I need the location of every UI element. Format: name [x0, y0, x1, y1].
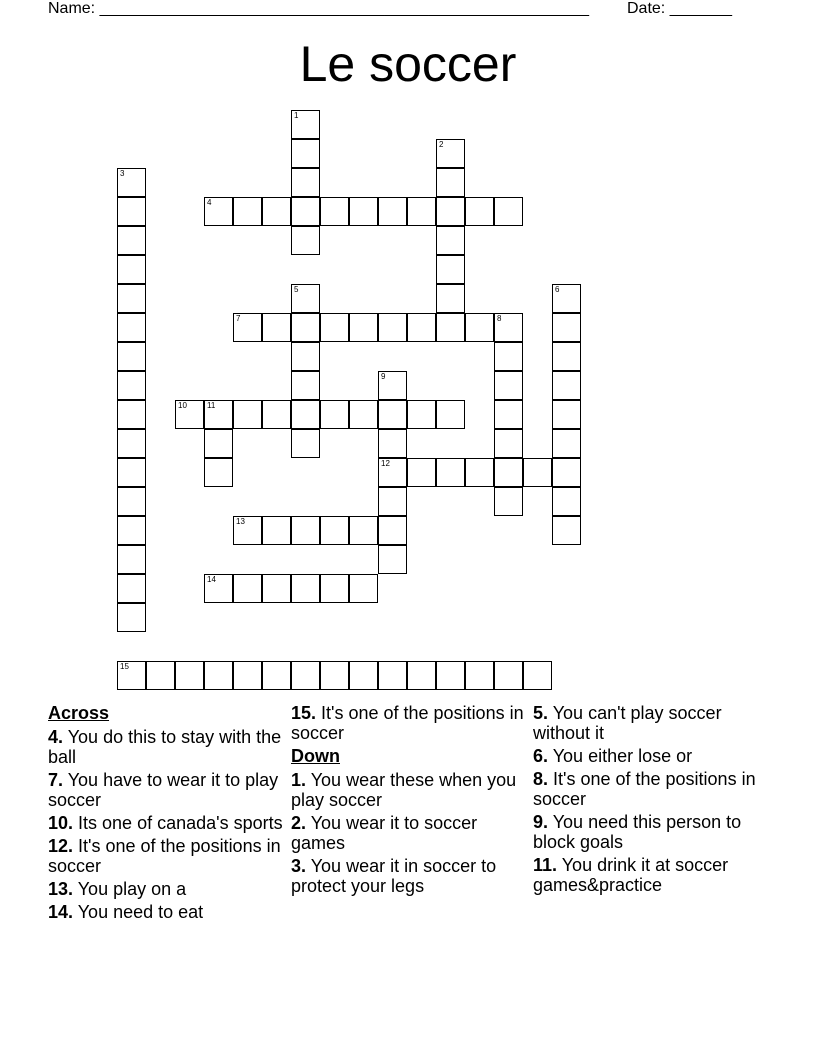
clue-item — [48, 902, 283, 922]
grid-cell[interactable] — [291, 197, 320, 226]
clue-text: You need to eat — [73, 902, 204, 922]
grid-cell[interactable] — [494, 400, 523, 429]
clue-number: 2. — [291, 813, 307, 833]
clue-item — [48, 770, 283, 810]
cell-number: 6 — [555, 285, 560, 294]
grid-cell[interactable] — [407, 661, 436, 690]
cell-number: 2 — [439, 140, 444, 149]
grid-cell[interactable] — [378, 487, 407, 516]
grid-cell[interactable] — [349, 313, 378, 342]
grid-cell[interactable] — [436, 284, 465, 313]
grid-cell[interactable] — [320, 400, 349, 429]
grid-cell[interactable] — [378, 545, 407, 574]
grid-cell[interactable] — [523, 458, 552, 487]
grid-cell[interactable] — [233, 661, 262, 690]
grid-cell[interactable] — [233, 574, 262, 603]
cell-number: 5 — [294, 285, 299, 294]
grid-cell[interactable] — [117, 487, 146, 516]
grid-cell[interactable] — [262, 661, 291, 690]
clue-text: Its one of canada's sports — [73, 813, 283, 833]
grid-cell[interactable] — [291, 342, 320, 371]
grid-cell[interactable] — [552, 516, 581, 545]
clue-item — [291, 813, 526, 853]
clue-item — [533, 855, 768, 895]
clue-text: It's one of the positions in soccer — [533, 769, 756, 809]
cell-number: 1 — [294, 111, 299, 120]
grid-cell[interactable] — [552, 284, 581, 313]
grid-cell[interactable] — [494, 458, 523, 487]
grid-cell[interactable] — [175, 661, 204, 690]
clue-text: You wear it to soccer games — [291, 813, 478, 853]
grid-cell[interactable] — [320, 574, 349, 603]
cell-number: 7 — [236, 314, 241, 323]
clue-column-2 — [291, 703, 526, 899]
grid-cell[interactable] — [494, 487, 523, 516]
grid-cell[interactable] — [262, 574, 291, 603]
grid-cell[interactable] — [494, 342, 523, 371]
grid-cell[interactable] — [407, 197, 436, 226]
grid-cell[interactable] — [117, 168, 146, 197]
clue-text: You play on a — [73, 879, 187, 899]
grid-cell[interactable] — [552, 371, 581, 400]
grid-cell[interactable] — [494, 197, 523, 226]
clue-item — [48, 727, 283, 767]
clue-item — [48, 813, 283, 833]
clue-item — [291, 770, 526, 810]
grid-cell[interactable] — [117, 255, 146, 284]
grid-cell[interactable] — [378, 429, 407, 458]
grid-cell[interactable] — [117, 342, 146, 371]
clue-number: 15. — [291, 703, 317, 723]
grid-cell[interactable] — [436, 458, 465, 487]
cell-number: 13 — [236, 517, 245, 526]
grid-cell[interactable] — [291, 226, 320, 255]
grid-cell[interactable] — [233, 197, 262, 226]
grid-cell[interactable] — [436, 226, 465, 255]
grid-cell[interactable] — [117, 197, 146, 226]
cell-number: 15 — [120, 662, 129, 671]
grid-cell[interactable] — [494, 313, 523, 342]
clue-number: 11. — [533, 855, 558, 875]
down-heading: Down — [291, 746, 340, 766]
clue-column-1 — [48, 703, 283, 925]
grid-cell[interactable] — [378, 371, 407, 400]
clue-number: 4. — [48, 727, 64, 747]
grid-cell[interactable] — [233, 313, 262, 342]
grid-cell[interactable] — [320, 661, 349, 690]
grid-cell[interactable] — [552, 342, 581, 371]
grid-cell[interactable] — [349, 516, 378, 545]
grid-cell[interactable] — [233, 400, 262, 429]
grid-cell[interactable] — [465, 458, 494, 487]
grid-cell[interactable] — [349, 661, 378, 690]
clue-item — [48, 836, 283, 876]
clue-text: You drink it at soccer games&practice — [533, 855, 729, 895]
grid-cell[interactable] — [291, 139, 320, 168]
grid-cell[interactable] — [378, 400, 407, 429]
clue-text: You can't play soccer without it — [533, 703, 722, 743]
grid-cell[interactable] — [436, 313, 465, 342]
grid-cell[interactable] — [552, 458, 581, 487]
grid-cell[interactable] — [146, 661, 175, 690]
clue-text: It's one of the positions in soccer — [291, 703, 524, 743]
grid-cell[interactable] — [117, 400, 146, 429]
grid-cell[interactable] — [349, 400, 378, 429]
grid-cell[interactable] — [117, 516, 146, 545]
clue-number: 13. — [48, 879, 74, 899]
clue-item — [533, 812, 768, 852]
clue-number: 10. — [48, 813, 74, 833]
grid-cell[interactable] — [262, 400, 291, 429]
clue-number: 9. — [533, 812, 549, 832]
grid-cell[interactable] — [117, 458, 146, 487]
grid-cell[interactable] — [378, 458, 407, 487]
grid-cell[interactable] — [552, 429, 581, 458]
grid-cell[interactable] — [465, 197, 494, 226]
grid-cell[interactable] — [349, 197, 378, 226]
grid-cell[interactable] — [117, 574, 146, 603]
cell-number: 14 — [207, 575, 216, 584]
grid-cell[interactable] — [552, 313, 581, 342]
grid-cell[interactable] — [204, 197, 233, 226]
grid-cell[interactable] — [117, 371, 146, 400]
across-heading: Across — [48, 703, 110, 723]
clue-item — [48, 879, 283, 899]
grid-cell[interactable] — [262, 313, 291, 342]
grid-cell[interactable] — [494, 429, 523, 458]
grid-cell[interactable] — [378, 313, 407, 342]
grid-cell[interactable] — [291, 661, 320, 690]
grid-cell[interactable] — [349, 574, 378, 603]
grid-cell[interactable] — [291, 110, 320, 139]
grid-cell[interactable] — [117, 313, 146, 342]
grid-cell[interactable] — [320, 313, 349, 342]
grid-cell[interactable] — [378, 661, 407, 690]
grid-cell[interactable] — [291, 400, 320, 429]
clue-text: You wear it in soccer to protect your legs — [291, 856, 497, 896]
grid-cell[interactable] — [523, 661, 552, 690]
grid-cell[interactable] — [291, 313, 320, 342]
grid-cell[interactable] — [552, 487, 581, 516]
grid-cell[interactable] — [378, 197, 407, 226]
clue-number: 12. — [48, 836, 74, 856]
grid-cell[interactable] — [494, 661, 523, 690]
grid-cell[interactable] — [262, 197, 291, 226]
grid-cell[interactable] — [117, 226, 146, 255]
grid-cell[interactable] — [494, 371, 523, 400]
clue-text: You need this person to block goals — [533, 812, 742, 852]
grid-cell[interactable] — [117, 545, 146, 574]
clue-text: You have to wear it to play soccer — [48, 770, 279, 810]
cell-number: 4 — [207, 198, 212, 207]
clue-number: 14. — [48, 902, 74, 922]
cell-number: 11 — [207, 401, 216, 410]
grid-cell[interactable] — [436, 661, 465, 690]
grid-cell[interactable] — [436, 197, 465, 226]
clue-text: You do this to stay with the ball — [48, 727, 282, 767]
grid-cell[interactable] — [117, 603, 146, 632]
grid-cell[interactable] — [436, 139, 465, 168]
clue-number: 1. — [291, 770, 307, 790]
grid-cell[interactable] — [436, 255, 465, 284]
cell-number: 12 — [381, 459, 390, 468]
clue-column-3 — [533, 703, 768, 898]
grid-cell[interactable] — [262, 516, 291, 545]
grid-cell[interactable] — [465, 661, 494, 690]
clue-item — [533, 769, 768, 809]
grid-cell[interactable] — [204, 574, 233, 603]
grid-cell[interactable] — [204, 429, 233, 458]
grid-cell[interactable] — [233, 516, 262, 545]
clue-number: 3. — [291, 856, 307, 876]
grid-cell[interactable] — [204, 400, 233, 429]
grid-cell[interactable] — [552, 400, 581, 429]
grid-cell[interactable] — [291, 574, 320, 603]
name-field-label: Name: _______________________________________________________ — [48, 0, 589, 17]
grid-cell[interactable] — [407, 458, 436, 487]
grid-cell[interactable] — [320, 516, 349, 545]
cell-number: 10 — [178, 401, 187, 410]
grid-cell[interactable] — [291, 371, 320, 400]
grid-cell[interactable] — [465, 313, 494, 342]
clue-item — [533, 746, 768, 766]
grid-cell[interactable] — [291, 429, 320, 458]
clue-text: It's one of the positions in soccer — [48, 836, 281, 876]
grid-cell[interactable] — [204, 661, 233, 690]
grid-cell[interactable] — [436, 168, 465, 197]
clue-number: 8. — [533, 769, 549, 789]
grid-cell[interactable] — [320, 197, 349, 226]
cell-number: 8 — [497, 314, 502, 323]
clue-text: You wear these when you play soccer — [291, 770, 517, 810]
clue-number: 6. — [533, 746, 549, 766]
grid-cell[interactable] — [436, 400, 465, 429]
grid-cell[interactable] — [117, 661, 146, 690]
clue-text: You either lose or — [548, 746, 693, 766]
date-field-label: Date: _______ — [627, 0, 732, 17]
page-title: Le soccer — [299, 36, 517, 92]
clue-item — [291, 856, 526, 896]
grid-cell[interactable] — [378, 516, 407, 545]
clue-item — [291, 703, 526, 743]
clue-item — [533, 703, 768, 743]
cell-number: 3 — [120, 169, 125, 178]
grid-cell[interactable] — [175, 400, 204, 429]
grid-cell[interactable] — [291, 516, 320, 545]
grid-cell[interactable] — [407, 313, 436, 342]
grid-cell[interactable] — [117, 284, 146, 313]
clue-number: 7. — [48, 770, 64, 790]
grid-cell[interactable] — [291, 168, 320, 197]
grid-cell[interactable] — [204, 458, 233, 487]
clue-number: 5. — [533, 703, 549, 723]
grid-cell[interactable] — [117, 429, 146, 458]
grid-cell[interactable] — [407, 400, 436, 429]
cell-number: 9 — [381, 372, 386, 381]
grid-cell[interactable] — [291, 284, 320, 313]
